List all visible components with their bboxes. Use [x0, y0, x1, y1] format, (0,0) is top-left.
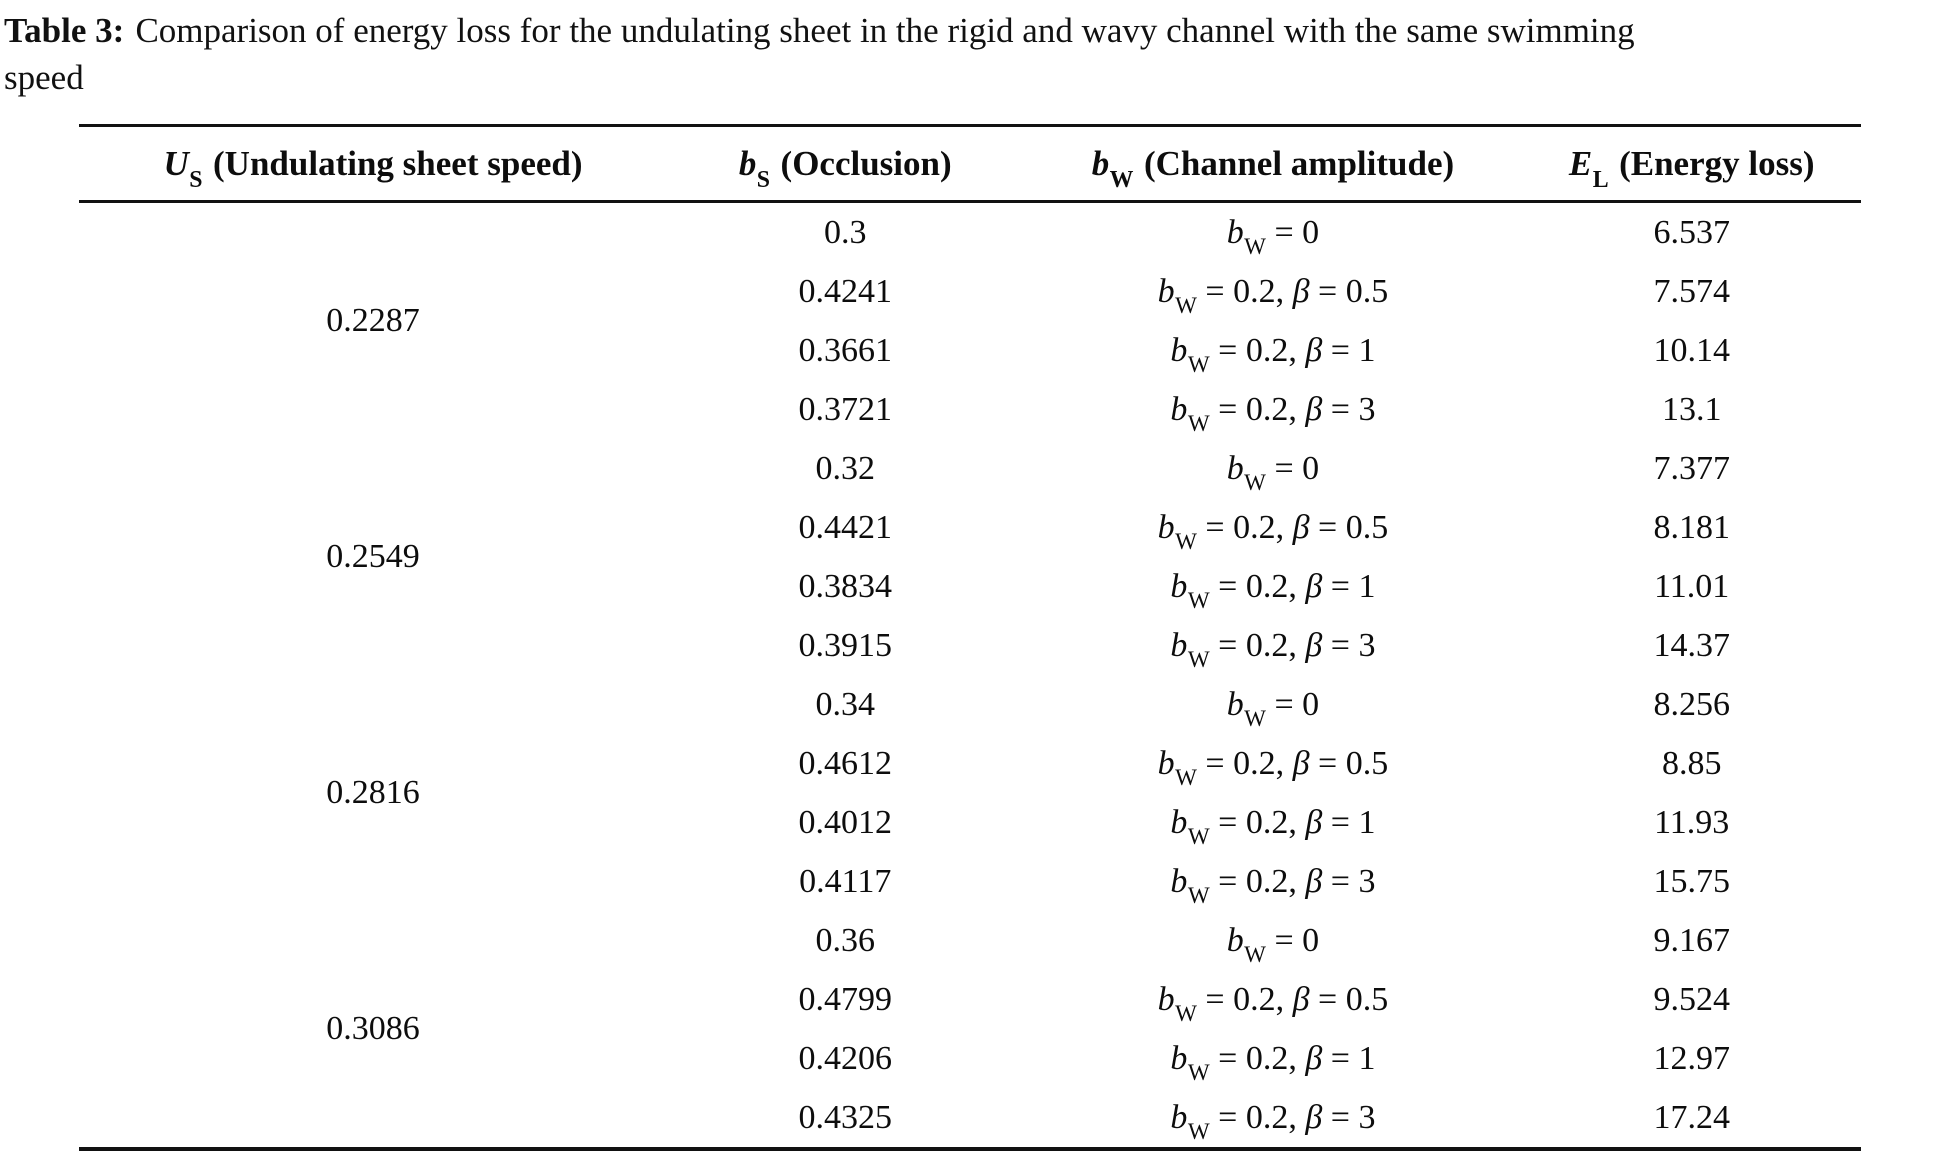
math-sub: W	[1244, 706, 1266, 733]
beta-symbol: β	[1292, 980, 1310, 1018]
bs-cell: 0.4117	[799, 862, 892, 900]
header-row	[79, 126, 1861, 202]
math-sub: W	[1187, 1060, 1210, 1087]
el-cell: 15.75	[1653, 862, 1730, 900]
math-var: E	[1568, 143, 1593, 183]
beta-symbol: β	[1305, 390, 1323, 428]
math-sub: W	[1187, 883, 1210, 910]
beta-symbol: β	[1305, 567, 1323, 605]
math-var: b	[1226, 921, 1244, 959]
math-sub: W	[1175, 1001, 1197, 1028]
bs-cell: 0.3661	[798, 331, 892, 369]
beta-symbol: β	[1292, 508, 1310, 546]
bw-cell: $b_W = 0.2$, β = 1	[1170, 567, 1376, 615]
beta-symbol: β	[1305, 862, 1323, 900]
math-sub: W	[1187, 411, 1210, 438]
el-cell: 13.1	[1661, 390, 1722, 428]
beta-symbol: β	[1305, 1039, 1323, 1077]
math-sub: W	[1244, 234, 1266, 261]
math-var: b	[1091, 143, 1110, 183]
us-cell: 0.2287	[326, 302, 420, 339]
el-cell: 7.574	[1653, 272, 1730, 310]
col-header-undulating-sheet-speed	[79, 126, 667, 202]
bs-cell: 0.4206	[798, 1039, 892, 1077]
bw-cell: $b_W = 0$	[1226, 213, 1320, 261]
el-cell: 11.93	[1654, 803, 1730, 841]
math-var: b	[1170, 390, 1188, 428]
beta-symbol: β	[1305, 1098, 1323, 1136]
math-sub: L	[1592, 166, 1609, 193]
math-sub: W	[1244, 942, 1266, 969]
bs-cell: 0.36	[815, 921, 875, 959]
table-caption	[0, 0, 1956, 101]
math-var: b	[1226, 213, 1244, 251]
bw-cell: $b_W = 0.2$, β = 1	[1170, 803, 1376, 851]
math-var: b	[1170, 331, 1188, 369]
bs-cell: 0.4241	[798, 272, 892, 310]
bs-cell: 0.4421	[798, 508, 892, 546]
bs-cell: 0.4799	[798, 980, 892, 1018]
bs-cell: 0.3834	[798, 567, 892, 605]
col-header-occlusion	[667, 126, 1023, 202]
el-cell: 10.14	[1653, 331, 1730, 369]
bs-cell: 0.4612	[798, 744, 892, 782]
bw-cell: $b_W = 0.2$, β = 0.5	[1157, 508, 1389, 556]
math-var: b	[1226, 685, 1244, 723]
math-var: b	[1170, 626, 1188, 664]
el-cell: 9.167	[1653, 921, 1730, 959]
us-cell: 0.2549	[326, 538, 420, 575]
table-row	[79, 439, 1861, 498]
bw-cell: $b_W = 0$	[1226, 921, 1320, 969]
us-cell: 0.3086	[326, 1010, 420, 1047]
math-var: b	[1226, 449, 1244, 487]
el-cell: 7.377	[1653, 449, 1730, 487]
bw-cell: $b_W = 0$	[1226, 685, 1320, 733]
el-cell: 17.24	[1653, 1098, 1730, 1136]
col-header-label: (Energy loss)	[1619, 143, 1815, 183]
math-sub: W	[1175, 293, 1197, 320]
table-caption-text-line2: speed	[4, 58, 84, 97]
el-cell: 11.01	[1654, 567, 1730, 605]
math-sub: W	[1109, 166, 1134, 193]
bs-cell: 0.3915	[798, 626, 892, 664]
el-cell: 8.85	[1661, 744, 1722, 782]
bs-cell: 0.4325	[798, 1098, 892, 1136]
table-caption-text-line1: Comparison of energy loss for the undulating sheet in the rigid and wavy channel with the same swimming	[135, 11, 1635, 50]
table-row	[79, 202, 1861, 263]
bs-cell: 0.32	[815, 449, 875, 487]
bw-cell: $b_W = 0.2$, β = 0.5	[1157, 272, 1389, 320]
bs-cell: 0.3	[823, 213, 867, 251]
beta-symbol: β	[1305, 331, 1323, 369]
math-sub: W	[1187, 588, 1210, 615]
beta-symbol: β	[1305, 626, 1323, 664]
beta-symbol: β	[1292, 272, 1310, 310]
math-sub: S	[189, 166, 203, 193]
math-var: b	[1170, 862, 1188, 900]
col-header-channel-amplitude	[1023, 126, 1522, 202]
energy-loss-table	[79, 124, 1861, 1151]
bw-cell: $b_W = 0.2$, β = 0.5	[1157, 980, 1389, 1028]
math-var: b	[1157, 980, 1175, 1018]
math-sub: W	[1187, 647, 1210, 674]
col-header-energy-loss	[1522, 126, 1861, 202]
math-sub: W	[1175, 529, 1197, 556]
math-var: b	[1157, 508, 1175, 546]
bw-cell: $b_W = 0.2$, β = 1	[1170, 1039, 1376, 1087]
el-cell: 14.37	[1653, 626, 1730, 664]
table-row	[79, 911, 1861, 970]
bw-cell: $b_W = 0.2$, β = 3	[1170, 626, 1376, 674]
math-sub: W	[1187, 352, 1210, 379]
math-sub: W	[1175, 765, 1197, 792]
math-sub: S	[756, 166, 771, 193]
bw-cell: $b_W = 0.2$, β = 0.5	[1157, 744, 1389, 792]
bw-cell: $b_W = 0.2$, β = 3	[1170, 390, 1376, 438]
el-cell: 6.537	[1653, 213, 1730, 251]
bw-cell: $b_W = 0$	[1226, 449, 1320, 497]
math-sub: W	[1244, 470, 1266, 497]
bw-cell: $b_W = 0.2$, β = 3	[1170, 1098, 1376, 1146]
table-caption-label: Table 3:	[4, 11, 125, 50]
table-row	[79, 675, 1861, 734]
el-cell: 8.256	[1653, 685, 1730, 723]
bs-cell: 0.34	[815, 685, 875, 723]
bs-cell: 0.3721	[798, 390, 892, 428]
bs-cell: 0.4012	[798, 803, 892, 841]
math-var: b	[1170, 1098, 1188, 1136]
math-sub: W	[1187, 1119, 1210, 1146]
math-var: b	[1170, 567, 1188, 605]
math-var: b	[1157, 744, 1175, 782]
math-sub: W	[1187, 824, 1210, 851]
math-var: b	[1170, 1039, 1188, 1077]
col-header-label: (Occlusion)	[780, 143, 952, 183]
math-var: b	[738, 143, 757, 183]
beta-symbol: β	[1292, 744, 1310, 782]
math-var: U	[163, 143, 189, 183]
bw-cell: $b_W = 0.2$, β = 3	[1170, 862, 1376, 910]
el-cell: 8.181	[1653, 508, 1730, 546]
el-cell: 9.524	[1653, 980, 1730, 1018]
math-var: b	[1157, 272, 1175, 310]
col-header-label: (Undulating sheet speed)	[213, 143, 583, 183]
math-var: b	[1170, 803, 1188, 841]
col-header-label: (Channel amplitude)	[1143, 143, 1455, 183]
us-cell: 0.2816	[326, 774, 420, 811]
beta-symbol: β	[1305, 803, 1323, 841]
bw-cell: $b_W = 0.2$, β = 1	[1170, 331, 1376, 379]
el-cell: 12.97	[1653, 1039, 1730, 1077]
